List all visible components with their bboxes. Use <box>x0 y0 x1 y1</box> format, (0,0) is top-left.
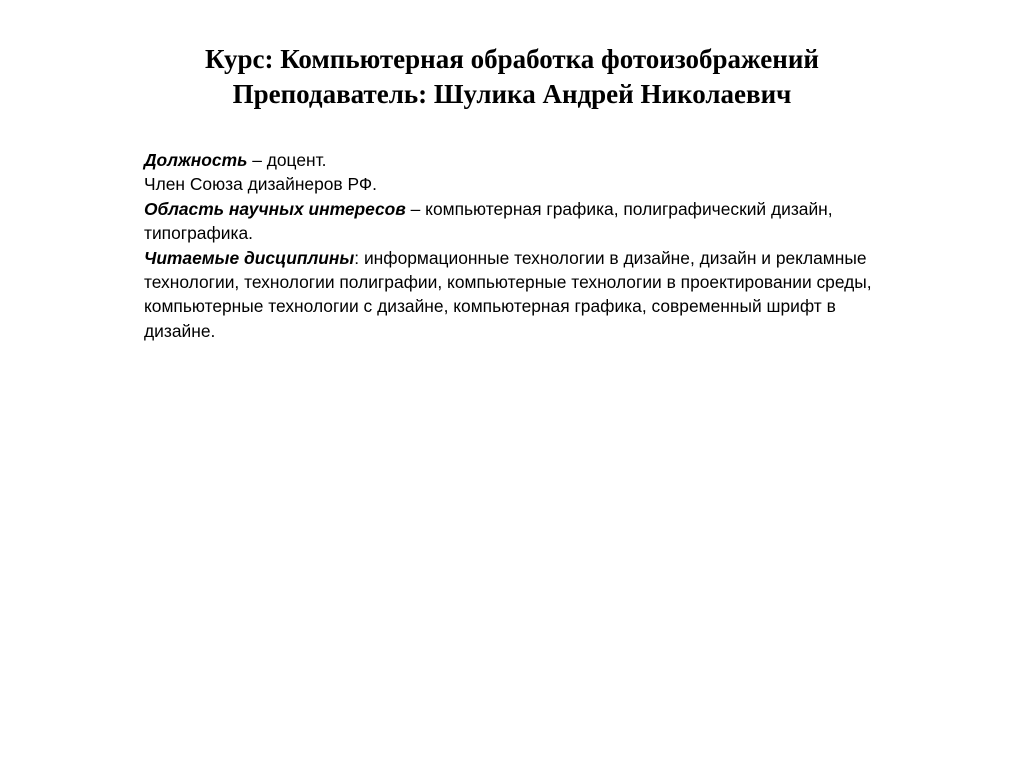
slide-title <box>0 42 1024 112</box>
membership-line <box>144 172 884 196</box>
interests-value: – компьютерная графика, полиграфический дизайн, типографика. <box>144 198 833 244</box>
info-block <box>144 148 884 343</box>
position-line <box>144 148 884 172</box>
course-title: Курс: Компьютерная обработка фотоизображений <box>205 44 819 74</box>
disciplines-line <box>144 246 884 344</box>
interests-line <box>144 197 884 246</box>
position-value: – доцент. <box>247 150 327 170</box>
teacher-title: Преподаватель: Шулика Андрей Николаевич <box>232 79 792 109</box>
membership-value: Член Союза дизайнеров РФ. <box>144 174 377 195</box>
interests-term: Область научных интересов <box>144 198 406 219</box>
position-term: Должность <box>144 150 248 170</box>
disciplines-term: Читаемые дисциплины <box>144 247 355 268</box>
disciplines-value: : информационные технологии в дизайне, дизайн и рекламные технологии, технологии полиграфии, компьютерные технологии в проектировании среды, компьютерные технологии с дизайне, компьютерная графика, современный шрифт в дизайне. <box>144 247 872 341</box>
